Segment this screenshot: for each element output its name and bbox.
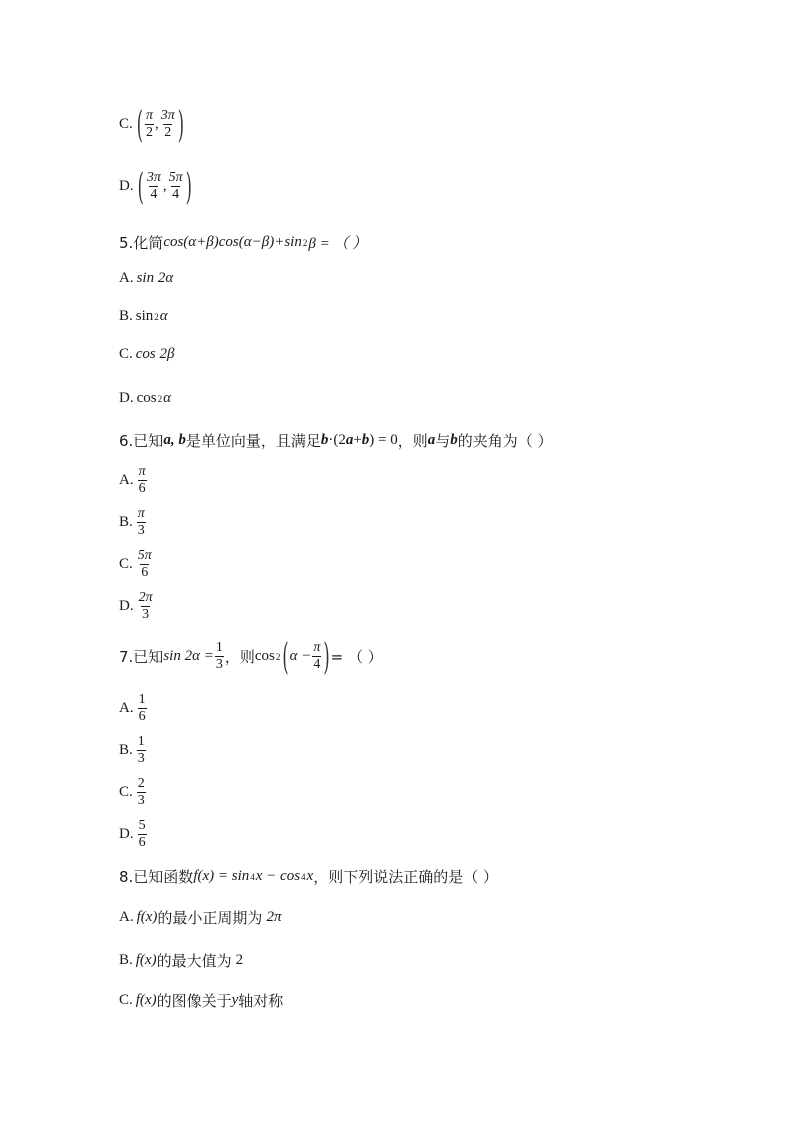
question-text: 与 (435, 432, 451, 450)
left-paren: ( (137, 164, 144, 209)
option-value: cos 2β (135, 346, 175, 362)
option-5d (119, 390, 171, 407)
exponent: 2 (275, 651, 281, 662)
fraction: $\frac{5\pi}{4}$ (168, 170, 183, 202)
option-label: D. (119, 178, 134, 194)
fraction: $\frac{1}{3}$ (215, 640, 223, 672)
option-label: D. (119, 598, 134, 614)
option-8a (119, 907, 281, 928)
question-7 (119, 634, 383, 679)
option-7c (119, 776, 147, 809)
fraction: $\frac{2}{3}$ (137, 776, 145, 808)
option-4c (119, 102, 185, 147)
exponent: 4 (250, 871, 255, 882)
question-text: 8.已知函数 (119, 868, 194, 886)
vector: a (345, 432, 354, 448)
option-label: B. (119, 952, 133, 968)
option-value: sin (135, 308, 154, 324)
left-paren: ( (136, 102, 144, 147)
fraction: $\frac{5\pi}{6}$ (137, 548, 152, 580)
option-label: C. (119, 556, 133, 572)
option-label: C. (119, 116, 133, 132)
option-6a (119, 464, 148, 497)
option-4d (119, 164, 193, 209)
math-var: y (231, 992, 239, 1008)
option-text: 的图像关于 (156, 992, 232, 1010)
right-paren: ) (323, 634, 330, 679)
question-text: 7.已知 (119, 648, 164, 666)
option-value: 2π (266, 909, 282, 925)
math-expr: x − cos (255, 868, 301, 884)
fraction: $\frac{\pi}{3}$ (137, 506, 145, 538)
right-paren: ) (177, 102, 185, 147)
math-expr: cos (254, 648, 275, 664)
fraction: $\frac{3\pi}{4}$ (146, 170, 161, 202)
math-expr: f(x) (135, 992, 157, 1008)
comma: , (162, 178, 167, 194)
fraction: $\frac{1}{6}$ (138, 692, 146, 724)
question-text: 6.已知 (119, 432, 164, 450)
option-5c (119, 346, 174, 363)
option-label: A. (119, 700, 134, 716)
fraction: $\frac{\pi}{4}$ (313, 640, 321, 672)
option-label: C. (119, 346, 133, 362)
option-value: cos (136, 390, 157, 406)
left-paren: ( (282, 634, 289, 679)
question-text: ，则 (397, 432, 428, 450)
option-value: sin 2α (136, 270, 174, 286)
option-8b (119, 950, 243, 971)
option-value: 2 (235, 952, 244, 968)
option-label: B. (119, 308, 133, 324)
option-label: A. (119, 909, 134, 925)
vector: a, b (163, 432, 186, 448)
math-expr: f(x) = sin (193, 868, 250, 884)
option-label: A. (119, 270, 134, 286)
option-5b (119, 308, 168, 325)
question-text: 是单位向量，且满足 (185, 432, 321, 450)
math-expr: f(x) (136, 909, 158, 925)
right-paren: ) (185, 164, 192, 209)
option-text: 轴对称 (238, 992, 284, 1010)
vector: a (427, 432, 436, 448)
vector: b (361, 432, 370, 448)
math-expr: cos(α+β)cos(α−β)+sin (163, 234, 302, 250)
option-label: D. (119, 826, 134, 842)
math-expr: β = （ ） (308, 236, 368, 252)
math-expr: ·(2 (328, 432, 346, 448)
question-text: 的夹角为（ ） (457, 432, 553, 450)
question-5 (119, 232, 367, 253)
exponent: 4 (301, 871, 306, 882)
fraction: $\frac{1}{3}$ (137, 734, 145, 766)
math-expr: + (353, 432, 362, 448)
exponent: 2 (154, 311, 159, 322)
math-expr: α − (289, 648, 312, 664)
option-6c (119, 548, 154, 581)
question-text: ，则 (224, 648, 255, 666)
option-label: A. (119, 472, 134, 488)
question-8 (119, 866, 498, 887)
vector: b (450, 432, 458, 448)
option-label: C. (119, 992, 133, 1008)
option-text: 的最小正周期为 (157, 909, 263, 927)
option-7a (119, 692, 148, 725)
exponent: 2 (302, 237, 308, 248)
option-7d (119, 818, 148, 851)
comma: , (155, 116, 159, 132)
fraction: $\frac{3\pi}{2}$ (160, 108, 175, 140)
option-6d (119, 590, 155, 623)
math-expr: ) = 0 (369, 432, 398, 448)
fraction: $\frac{\pi}{6}$ (138, 464, 146, 496)
exponent: 2 (157, 393, 163, 404)
option-value: α (163, 390, 171, 406)
option-label: B. (119, 514, 133, 530)
math-expr: f(x) (135, 952, 157, 968)
option-label: D. (119, 390, 134, 406)
fraction: $\frac{\pi}{2}$ (146, 108, 154, 140)
math-expr: x (306, 868, 314, 884)
question-text: = （ ） (330, 648, 383, 666)
vector: b (320, 432, 329, 448)
option-text: 的最大值为 (156, 952, 232, 970)
fraction: $\frac{5}{6}$ (138, 818, 146, 850)
option-label: B. (119, 742, 133, 758)
option-7b (119, 734, 147, 767)
option-5a (119, 270, 173, 287)
math-expr: sin 2α = (163, 648, 214, 664)
question-text: 5.化简 (119, 234, 164, 252)
question-6 (119, 430, 553, 451)
fraction: $\frac{2\pi}{3}$ (138, 590, 153, 622)
option-8c (119, 990, 283, 1011)
option-label: C. (119, 784, 133, 800)
option-6b (119, 506, 147, 539)
option-value: α (159, 308, 168, 324)
question-text: ，则下列说法正确的是（ ） (313, 868, 498, 886)
